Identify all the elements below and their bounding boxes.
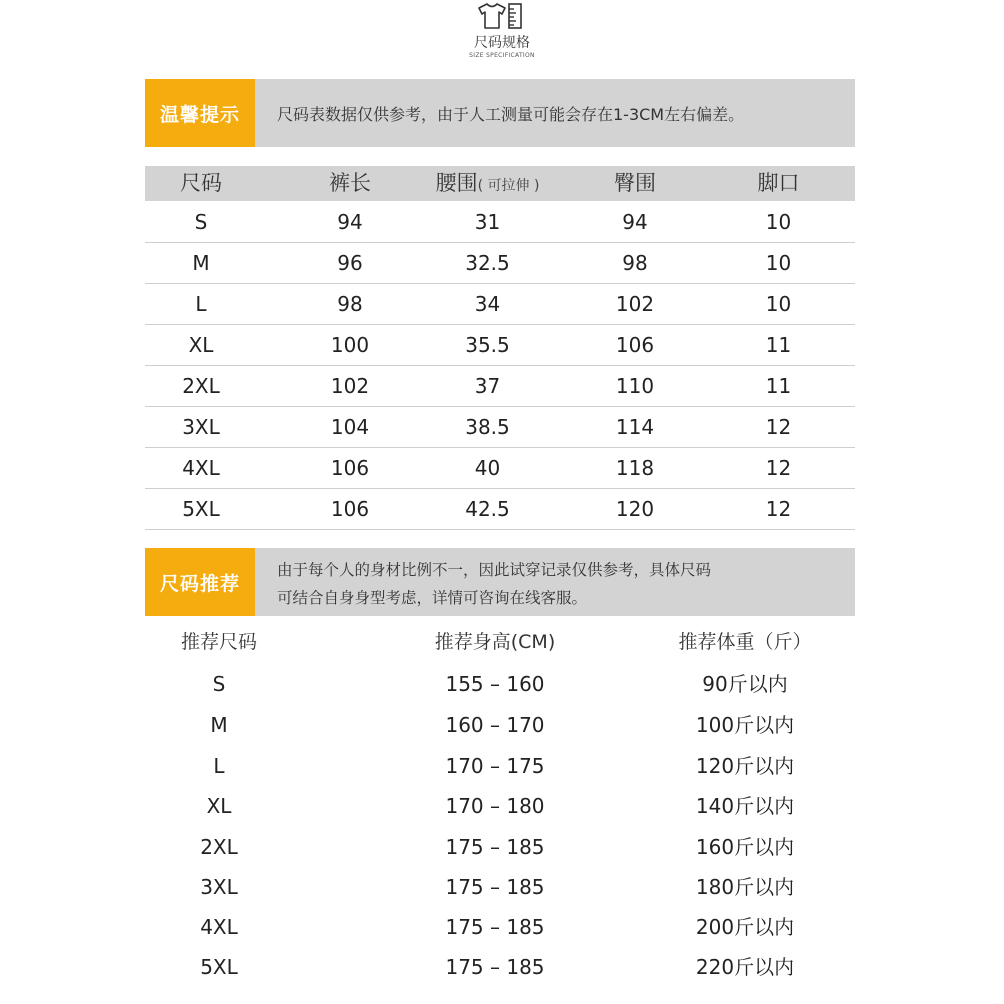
cell-size: XL	[188, 333, 214, 357]
table-row	[145, 202, 855, 243]
section-subtitle: SIZE SPECIFICATION	[469, 52, 535, 59]
rec-weight: 200斤以内	[695, 915, 795, 939]
list-item	[0, 947, 1004, 987]
rec-size: 4XL	[200, 915, 238, 939]
list-item	[0, 867, 1004, 907]
header-length: 裤长	[329, 171, 371, 195]
list-item	[0, 786, 1004, 826]
recommend-text	[277, 556, 845, 612]
cell-hip: 98	[622, 251, 648, 275]
cell-length: 94	[337, 210, 363, 234]
rec-height: 160 – 170	[445, 713, 545, 737]
recommend-bar	[145, 548, 855, 616]
cell-hip: 114	[615, 415, 655, 439]
cell-hem: 11	[765, 374, 792, 398]
cell-waist: 38.5	[465, 415, 510, 439]
rec-height: 170 – 175	[445, 754, 545, 778]
cell-length: 98	[337, 292, 363, 316]
cell-hem: 10	[765, 251, 792, 275]
rec-height: 175 – 185	[445, 835, 545, 859]
rec-size: 3XL	[200, 875, 238, 899]
cell-waist: 32.5	[465, 251, 510, 275]
cell-size: 4XL	[182, 456, 220, 480]
header-rec-size: 推荐尺码	[180, 631, 257, 653]
cell-length: 100	[330, 333, 370, 357]
cell-length: 106	[330, 497, 370, 521]
cell-waist: 35.5	[465, 333, 510, 357]
recommend-text-line2: 可结合自身身型考虑，详情可咨询在线客服。	[277, 589, 588, 607]
shirt-ruler-icon	[477, 2, 527, 30]
header-waist	[415, 166, 560, 201]
list-item	[0, 664, 1004, 704]
list-item	[0, 746, 1004, 786]
rec-weight: 120斤以内	[695, 754, 795, 778]
cell-waist: 31	[474, 210, 501, 234]
rec-height: 175 – 185	[445, 875, 545, 899]
tip-bar	[145, 79, 855, 147]
cell-waist: 34	[474, 292, 501, 316]
table-row	[145, 366, 855, 407]
cell-hem: 10	[765, 292, 792, 316]
rec-weight: 160斤以内	[695, 835, 795, 859]
rec-size: M	[210, 713, 228, 737]
cell-size: 3XL	[182, 415, 220, 439]
section-title: 尺码规格	[474, 35, 530, 51]
rec-size: S	[212, 672, 226, 696]
rec-height: 175 – 185	[445, 915, 545, 939]
header-waist-note: ( 可拉伸 )	[477, 178, 540, 194]
header-waist-label: 腰围	[435, 171, 478, 195]
cell-hip: 106	[615, 333, 655, 357]
rec-height: 175 – 185	[445, 955, 545, 979]
table-row	[145, 489, 855, 530]
rec-weight: 140斤以内	[695, 794, 795, 818]
header-rec-height: 推荐身高(CM)	[434, 631, 556, 653]
recommend-tag: 尺码推荐	[145, 548, 255, 616]
rec-weight: 220斤以内	[695, 955, 795, 979]
header-hip: 臀围	[614, 171, 656, 195]
table-row	[145, 325, 855, 366]
rec-weight: 180斤以内	[695, 875, 795, 899]
list-item	[0, 907, 1004, 947]
cell-waist: 42.5	[465, 497, 510, 521]
cell-hip: 94	[622, 210, 648, 234]
cell-size: 2XL	[182, 374, 220, 398]
header-rec-weight: 推荐体重（斤）	[678, 631, 812, 653]
table-row	[145, 284, 855, 325]
cell-hem: 12	[765, 415, 792, 439]
size-table-header	[145, 166, 855, 201]
cell-size: S	[194, 210, 208, 234]
recommend-table-header	[0, 626, 1004, 658]
table-row	[145, 243, 855, 284]
rec-weight: 90斤以内	[702, 672, 788, 696]
rec-size: 5XL	[200, 955, 238, 979]
cell-length: 102	[330, 374, 370, 398]
cell-waist: 40	[474, 456, 501, 480]
cell-hem: 11	[765, 333, 792, 357]
rec-size: L	[213, 754, 225, 778]
cell-hem: 12	[765, 497, 792, 521]
table-row	[145, 448, 855, 489]
rec-size: XL	[206, 794, 232, 818]
cell-waist: 37	[474, 374, 501, 398]
cell-length: 104	[330, 415, 370, 439]
tip-text: 尺码表数据仅供参考，由于人工测量可能会存在1-3CM左右偏差。	[277, 104, 745, 124]
rec-weight: 100斤以内	[695, 713, 795, 737]
list-item	[0, 827, 1004, 867]
rec-height: 155 – 160	[445, 672, 545, 696]
table-row	[145, 407, 855, 448]
list-item	[0, 705, 1004, 745]
cell-size: M	[192, 251, 210, 275]
recommend-text-line1: 由于每个人的身材比例不一，因此试穿记录仅供参考，具体尺码	[277, 561, 712, 579]
cell-hip: 102	[615, 292, 655, 316]
cell-hip: 118	[615, 456, 655, 480]
header-size: 尺码	[180, 171, 222, 195]
rec-height: 170 – 180	[445, 794, 545, 818]
cell-hip: 120	[615, 497, 655, 521]
cell-length: 96	[337, 251, 363, 275]
cell-hem: 12	[765, 456, 792, 480]
rec-size: 2XL	[200, 835, 238, 859]
cell-size: L	[195, 292, 207, 316]
page-header	[0, 0, 1004, 70]
cell-length: 106	[330, 456, 370, 480]
header-hem: 脚口	[757, 171, 800, 195]
cell-hem: 10	[765, 210, 792, 234]
tip-tag: 温馨提示	[145, 79, 255, 147]
cell-size: 5XL	[182, 497, 220, 521]
cell-hip: 110	[615, 374, 655, 398]
